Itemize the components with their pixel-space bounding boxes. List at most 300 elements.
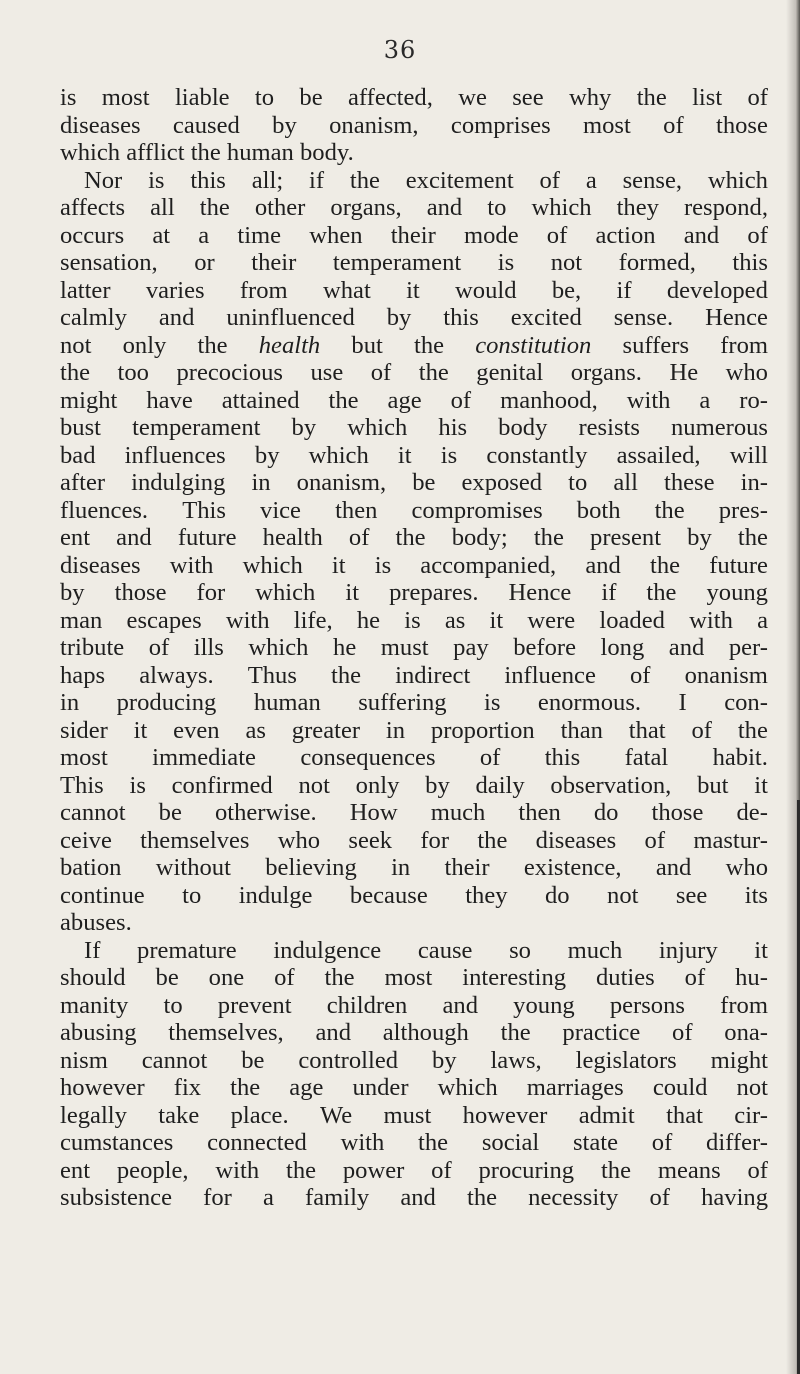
- word: be: [412, 469, 436, 496]
- word: fix: [173, 1074, 202, 1101]
- text-line: [60, 607, 768, 635]
- word: genital: [476, 359, 544, 386]
- word: not: [60, 331, 92, 359]
- text-line: [60, 1157, 768, 1185]
- word: of: [747, 84, 768, 111]
- word: by: [386, 304, 412, 331]
- text-line: [60, 84, 768, 112]
- word: he: [356, 606, 381, 634]
- word: the: [285, 1156, 317, 1184]
- word: daily: [475, 771, 525, 799]
- word: list: [692, 84, 723, 111]
- word: without: [155, 854, 231, 881]
- word: nism: [60, 1046, 108, 1074]
- word: bust: [60, 414, 101, 441]
- word: because: [349, 881, 428, 909]
- word: place.: [230, 1101, 289, 1129]
- word: but: [351, 331, 383, 359]
- word: enormous.: [537, 689, 642, 716]
- word: the: [500, 1019, 531, 1046]
- word: sense,: [622, 166, 683, 194]
- word: in-: [740, 469, 768, 496]
- word: by: [425, 771, 450, 799]
- word: they: [616, 194, 659, 221]
- word: sider: [60, 716, 108, 744]
- word: by: [272, 111, 297, 139]
- word: from: [239, 276, 288, 304]
- word: persons: [609, 991, 685, 1019]
- word: of: [649, 1184, 670, 1211]
- word: see: [675, 881, 708, 909]
- text-line: [60, 882, 768, 910]
- word: state: [572, 1129, 619, 1156]
- word: with: [626, 386, 671, 414]
- word: then: [335, 496, 378, 524]
- word: who: [725, 854, 768, 881]
- word: of: [691, 716, 712, 744]
- word: and: [683, 221, 720, 249]
- text-line: [60, 139, 768, 167]
- text-line: [60, 112, 768, 140]
- word: be: [241, 1046, 265, 1074]
- word: is: [484, 689, 501, 716]
- word: influences: [124, 441, 226, 469]
- word: from: [720, 991, 768, 1019]
- word: the: [328, 386, 359, 414]
- word: human: [226, 139, 300, 166]
- word: in: [385, 716, 406, 744]
- text-line: [60, 524, 768, 552]
- word: developed: [666, 276, 768, 304]
- word: all: [150, 194, 175, 221]
- word: these: [664, 469, 715, 496]
- word: by: [431, 1046, 457, 1074]
- word: by: [60, 579, 85, 606]
- text-line: [60, 772, 768, 800]
- word: with: [169, 551, 214, 579]
- text-line: [60, 304, 768, 332]
- word: do: [593, 799, 619, 826]
- word: which: [707, 166, 768, 194]
- word: proportion: [430, 716, 535, 744]
- word: practice: [562, 1019, 641, 1046]
- word: its: [744, 881, 768, 909]
- word: of: [651, 1129, 673, 1156]
- word: it: [133, 716, 148, 744]
- word: who: [725, 359, 768, 386]
- text-line: [60, 387, 768, 415]
- word: be: [299, 84, 323, 111]
- word: for: [420, 826, 450, 854]
- word: that: [666, 1101, 703, 1129]
- word: but: [697, 771, 729, 799]
- word: necessity: [528, 1184, 619, 1211]
- word: all: [613, 469, 638, 496]
- word: indulging: [131, 469, 226, 496]
- word: diseases: [60, 551, 141, 579]
- word: prepares.: [389, 579, 479, 606]
- word: affects: [60, 194, 126, 221]
- word: use: [310, 359, 344, 386]
- word: interesting: [462, 964, 567, 991]
- word: and: [116, 524, 152, 551]
- word: habit.: [712, 744, 768, 771]
- page-number: 36: [383, 36, 417, 64]
- text-line: [60, 744, 768, 772]
- word: which: [437, 1074, 498, 1101]
- word: the: [737, 716, 768, 744]
- word: injury: [658, 936, 718, 964]
- word: calmly: [60, 304, 127, 331]
- word: of: [663, 111, 684, 139]
- word: those: [715, 111, 768, 139]
- word: ceive: [60, 826, 112, 854]
- word: the: [349, 166, 380, 194]
- word: than: [560, 716, 603, 744]
- word: when: [309, 221, 363, 249]
- word: the: [331, 661, 362, 689]
- word: that: [628, 716, 666, 744]
- word: after: [60, 469, 106, 496]
- word: of: [348, 524, 370, 551]
- word: is: [60, 84, 77, 111]
- word: prevent: [217, 991, 292, 1019]
- word: continue: [60, 881, 145, 909]
- word: bad: [60, 441, 96, 469]
- word: people,: [116, 1156, 189, 1184]
- text-line: [60, 662, 768, 690]
- word: then: [518, 799, 561, 826]
- word: body;: [451, 524, 508, 551]
- word: compromises: [411, 496, 543, 524]
- word: which: [531, 194, 592, 221]
- text-line: [60, 579, 768, 607]
- word: and: [158, 304, 195, 331]
- word: of: [747, 1156, 768, 1184]
- word: of: [148, 634, 170, 661]
- word: we: [458, 84, 487, 111]
- word: seek: [348, 826, 393, 854]
- word: onanism,: [296, 469, 387, 496]
- word: Hence: [508, 579, 572, 606]
- word: it: [397, 441, 412, 469]
- word: body.: [299, 139, 354, 166]
- word: indulge: [238, 881, 313, 909]
- word: might: [710, 1046, 768, 1074]
- word: to: [568, 469, 588, 496]
- word: which: [60, 139, 127, 166]
- word: is: [404, 606, 421, 634]
- text-line: [60, 552, 768, 580]
- word: be,: [551, 276, 582, 304]
- word: numerous: [671, 414, 768, 441]
- word: why: [568, 84, 612, 111]
- word: time: [237, 221, 282, 249]
- word: in: [251, 469, 271, 496]
- word: which: [347, 414, 408, 441]
- word: those: [114, 579, 167, 606]
- word: believing: [265, 854, 357, 881]
- word: comprises: [450, 111, 551, 139]
- word: organs,: [330, 194, 402, 221]
- word: a: [585, 166, 597, 194]
- word: to: [487, 194, 507, 221]
- word: escapes: [126, 606, 202, 634]
- word: liable: [174, 84, 230, 111]
- word: it: [331, 551, 346, 579]
- word: under: [352, 1074, 409, 1101]
- word: do: [544, 881, 570, 909]
- word: organs.: [570, 359, 642, 386]
- word: bation: [60, 854, 122, 881]
- word: it: [406, 276, 420, 304]
- word: with: [225, 606, 270, 634]
- word: it: [489, 606, 504, 634]
- body-text: [60, 84, 768, 1212]
- word: one: [208, 964, 245, 991]
- word: pres-: [718, 496, 768, 524]
- word: as: [245, 716, 266, 744]
- word: influence: [504, 661, 596, 689]
- text-line: [60, 277, 768, 305]
- word: the: [197, 331, 228, 359]
- text-line: [60, 992, 768, 1020]
- word: it: [345, 579, 360, 606]
- word: not: [607, 881, 639, 909]
- word: only: [122, 331, 167, 359]
- text-line: [60, 964, 768, 992]
- word: could: [652, 1074, 708, 1101]
- word: uninfluenced: [226, 304, 355, 331]
- word: abuses.: [60, 909, 132, 936]
- word: young: [706, 579, 768, 606]
- word: of: [644, 826, 666, 854]
- word: in: [60, 689, 80, 716]
- word: by: [254, 441, 280, 469]
- word: otherwise.: [214, 799, 317, 826]
- word: immediate: [152, 744, 256, 771]
- text-line: [60, 799, 768, 827]
- word: age: [387, 386, 422, 414]
- word: must: [383, 1101, 432, 1129]
- word: indulgence: [273, 936, 382, 964]
- word: temperament: [132, 414, 261, 441]
- word: excited: [510, 304, 582, 331]
- word: differ-: [706, 1129, 768, 1156]
- word: suffering: [358, 689, 447, 716]
- text-line: [60, 442, 768, 470]
- word: age: [289, 1074, 324, 1101]
- word: themselves,: [168, 1019, 284, 1046]
- word: of: [479, 744, 501, 771]
- word: Nor: [84, 166, 123, 194]
- word: latter: [60, 276, 111, 304]
- word: admit: [578, 1101, 635, 1129]
- word: means: [657, 1156, 721, 1184]
- word: loaded: [599, 606, 665, 634]
- word: exposed: [461, 469, 543, 496]
- word: and: [668, 634, 705, 661]
- word: the: [60, 359, 91, 386]
- word: however: [60, 1074, 145, 1101]
- word: manhood,: [500, 386, 598, 414]
- word: greater: [291, 716, 361, 744]
- word: family: [305, 1184, 370, 1211]
- word: varies: [145, 276, 205, 304]
- word: not: [736, 1074, 768, 1101]
- word: of: [629, 661, 651, 689]
- word: How: [349, 799, 398, 826]
- text-line: [60, 827, 768, 855]
- word: must: [380, 634, 429, 661]
- word: be: [155, 964, 179, 991]
- italic-word: constitution: [475, 331, 592, 359]
- word: tribute: [60, 634, 125, 661]
- word: themselves: [140, 826, 250, 854]
- word: of: [450, 386, 472, 414]
- word: He: [669, 359, 699, 386]
- word: the: [466, 1184, 498, 1211]
- word: observation,: [550, 771, 672, 799]
- text-line: [60, 469, 768, 497]
- word: to: [163, 991, 183, 1019]
- word: This: [182, 496, 226, 524]
- word: and: [426, 194, 463, 221]
- word: the: [646, 579, 677, 606]
- word: the: [199, 194, 230, 221]
- word: hu-: [735, 964, 768, 991]
- text-line: [60, 937, 768, 965]
- word: so: [509, 936, 531, 964]
- word: this: [544, 744, 581, 771]
- text-line: [60, 194, 768, 222]
- word: their: [444, 854, 490, 881]
- word: which: [308, 441, 369, 469]
- word: a: [699, 386, 711, 414]
- word: mode: [463, 221, 519, 249]
- word: young: [513, 991, 575, 1019]
- word: the: [636, 84, 667, 111]
- word: confirmed: [171, 771, 273, 799]
- word: occurs: [60, 221, 125, 249]
- word: have: [146, 386, 193, 414]
- word: always.: [139, 661, 214, 689]
- word: at: [152, 221, 171, 249]
- word: I: [678, 689, 687, 716]
- word: respond,: [683, 194, 768, 221]
- word: afflict: [126, 139, 191, 166]
- text-line: [60, 222, 768, 250]
- word: most: [384, 964, 433, 991]
- word: indirect: [395, 661, 471, 689]
- word: they: [465, 881, 508, 909]
- word: accompanied,: [420, 551, 557, 579]
- word: before: [513, 634, 576, 661]
- word: excitement: [405, 166, 514, 194]
- word: de-: [736, 799, 768, 826]
- word: the: [600, 1156, 631, 1184]
- word: if: [601, 579, 617, 606]
- word: and: [655, 854, 692, 881]
- word: laws,: [490, 1046, 542, 1074]
- word: this: [732, 249, 768, 276]
- word: all;: [251, 166, 284, 194]
- word: producing: [116, 689, 217, 716]
- word: of: [539, 166, 560, 194]
- word: what: [322, 276, 371, 304]
- word: with: [689, 606, 733, 634]
- text-line: [60, 1102, 768, 1130]
- word: resists: [578, 414, 640, 441]
- word: and: [585, 551, 621, 579]
- word: of: [672, 1019, 693, 1046]
- word: is: [374, 551, 392, 579]
- word: although: [382, 1019, 469, 1046]
- word: with: [340, 1129, 385, 1156]
- text-line: [60, 249, 768, 277]
- word: of: [370, 359, 392, 386]
- word: to: [182, 881, 202, 909]
- word: who: [277, 826, 321, 854]
- word: cannot: [141, 1046, 208, 1074]
- text-line: [60, 717, 768, 745]
- word: life,: [293, 606, 333, 634]
- word: con-: [724, 689, 768, 716]
- word: vice: [260, 496, 301, 524]
- word: of: [546, 221, 568, 249]
- word: take: [158, 1101, 200, 1129]
- word: it: [754, 936, 768, 964]
- word: for: [203, 1184, 232, 1211]
- word: Thus: [247, 661, 297, 689]
- word: present: [590, 524, 662, 551]
- word: the: [230, 1074, 261, 1101]
- word: his: [438, 414, 468, 441]
- word: affected,: [347, 84, 433, 111]
- word: the: [190, 139, 227, 166]
- word: attained: [221, 386, 300, 414]
- word: most: [582, 111, 631, 139]
- word: mastur-: [693, 826, 768, 854]
- word: onanism: [684, 661, 768, 689]
- word: not: [298, 771, 330, 799]
- word: it: [754, 771, 768, 799]
- word: this: [443, 304, 479, 331]
- word: the: [533, 524, 564, 551]
- word: cause: [417, 936, 473, 964]
- word: however: [462, 1101, 548, 1129]
- word: the: [737, 524, 768, 551]
- word: too: [117, 359, 149, 386]
- word: controlled: [298, 1046, 399, 1074]
- word: will: [729, 441, 768, 469]
- word: in: [391, 854, 411, 881]
- word: Hence: [705, 304, 768, 331]
- word: social: [481, 1129, 540, 1156]
- italic-word: health: [258, 331, 321, 359]
- word: those: [651, 799, 704, 826]
- word: assailed,: [616, 441, 701, 469]
- word: a: [757, 606, 768, 634]
- text-line: [60, 359, 768, 387]
- word: constantly: [486, 441, 588, 469]
- word: should: [60, 964, 126, 991]
- text-line: [60, 1019, 768, 1047]
- word: suffers: [622, 331, 690, 359]
- word: haps: [60, 661, 106, 689]
- word: the: [477, 826, 508, 854]
- word: marriages: [526, 1074, 624, 1101]
